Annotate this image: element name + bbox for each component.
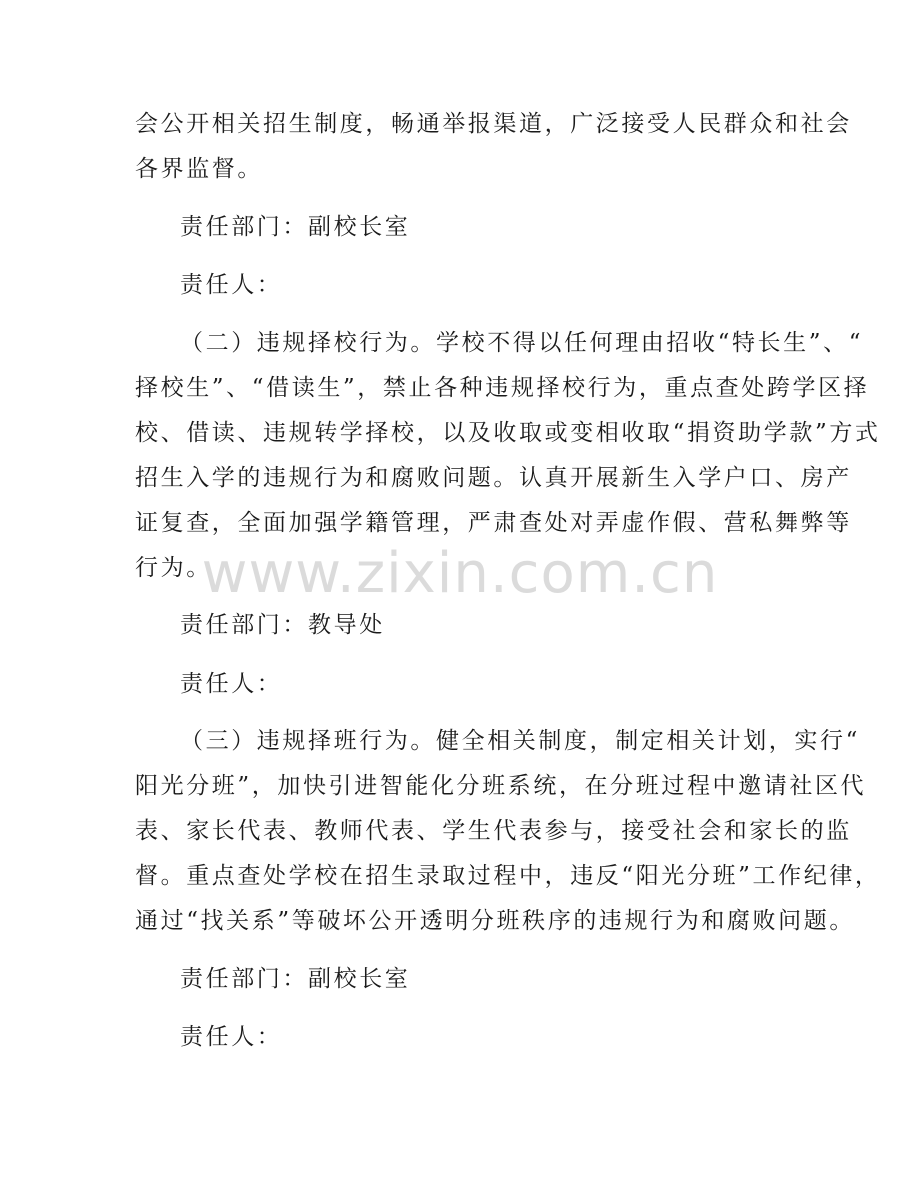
paragraph-line: 择校生”、“借读生”，禁止各种违规择校行为，重点查处跨学区择: [135, 375, 870, 401]
watermark: www.zixin.com.cn: [201, 541, 719, 606]
paragraph-line: 会公开相关招生制度，畅通举报渠道，广泛接受人民群众和社会: [135, 111, 852, 137]
paragraph-line: 通过“找关系”等破坏公开透明分班秩序的违规行为和腐败问题。: [135, 908, 855, 934]
paragraph-line: 督。重点查处学校在招生录取过程中，违反“阳光分班”工作纪律，: [135, 863, 881, 889]
paragraph-line: 招生入学的违规行为和腐败问题。认真开展新生入学户口、房产: [135, 465, 852, 491]
responsible-person-line: 责任人：: [180, 1024, 283, 1050]
paragraph-line: 校、借读、违规转学择校，以及收取或变相收取“捐资助学款”方式: [135, 420, 881, 446]
responsible-person-line: 责任人：: [180, 671, 283, 697]
responsible-person-line: 责任人：: [180, 272, 283, 298]
paragraph-line: 阳光分班”，加快引进智能化分班系统，在分班过程中邀请社区代: [135, 773, 867, 799]
paragraph-line: 行为。: [135, 555, 212, 581]
paragraph-line: 各界监督。: [135, 156, 263, 182]
responsible-department-line: 责任部门：副校长室: [180, 214, 411, 240]
paragraph-line: 证复查，全面加强学籍管理，严肃查处对弄虚作假、营私舞弊等: [135, 510, 852, 536]
paragraph-line: （二）违规择校行为。学校不得以任何理由招收“特长生”、“: [180, 330, 864, 356]
paragraph-line: 表、家长代表、教师代表、学生代表参与，接受社会和家长的监: [135, 818, 852, 844]
responsible-department-line: 责任部门：副校长室: [180, 966, 411, 992]
responsible-department-line: 责任部门：教导处: [180, 612, 385, 638]
paragraph-line: （三）违规择班行为。健全相关制度，制定相关计划，实行“: [180, 728, 860, 754]
